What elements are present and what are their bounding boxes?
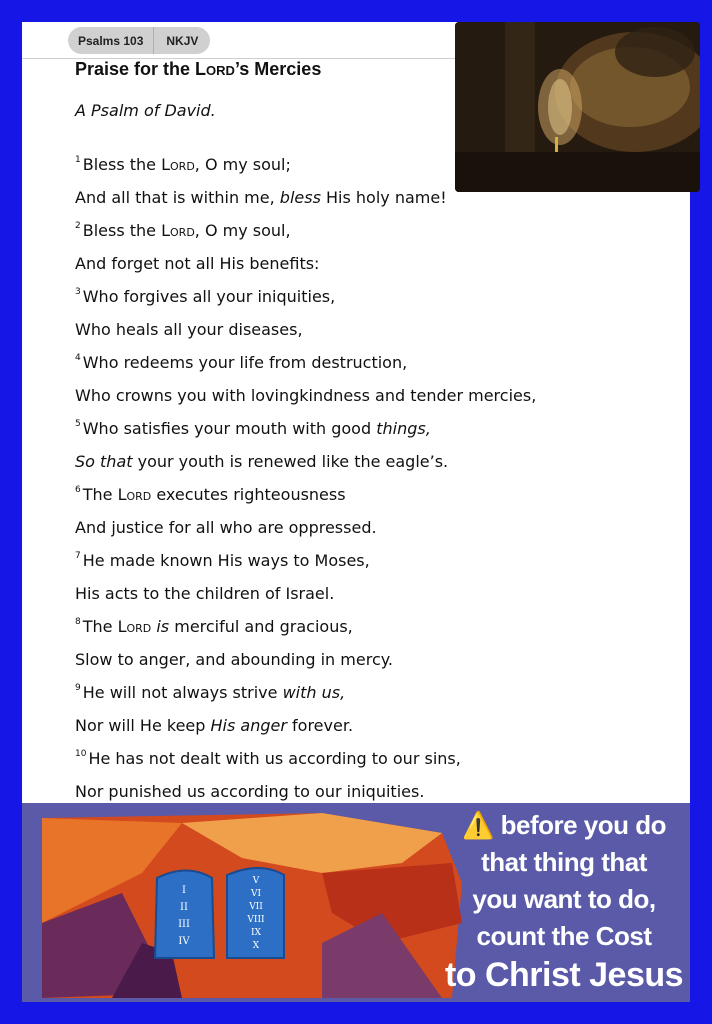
- verse-line: [75, 412, 675, 445]
- verse-text: forever.: [286, 716, 354, 735]
- verse-line: [75, 478, 675, 511]
- tablet-numeral: VIII: [247, 915, 265, 925]
- verse-text: Who satisfies your mouth with good: [82, 419, 377, 438]
- verse-number: 3: [75, 287, 81, 297]
- verse-line: [75, 346, 675, 379]
- verse-list: [75, 148, 675, 808]
- verse-text: Who crowns you with lovingkindness and tender mercies,: [75, 386, 537, 405]
- divine-name: Lord: [161, 221, 195, 240]
- section-heading: [75, 59, 321, 80]
- warning-message: [444, 807, 684, 995]
- verse-text: The: [82, 485, 118, 504]
- verse-text: Nor punished us according to our iniquities.: [75, 782, 425, 801]
- verse-text: And forget not all His benefits:: [75, 254, 320, 273]
- verse-text: His holy name!: [320, 188, 447, 207]
- book-chapter-button[interactable]: Psalms 103: [78, 33, 144, 48]
- verse-number: 4: [75, 353, 81, 363]
- heading-lord: Lord: [195, 59, 235, 79]
- tablet-numeral: II: [180, 902, 188, 913]
- verse-number: 1: [75, 155, 81, 165]
- verse-text: And justice for all who are oppressed.: [75, 518, 377, 537]
- message-line-5: to Christ Jesus: [444, 956, 684, 994]
- verse-text: your youth is renewed like the eagle’s.: [132, 452, 449, 471]
- verse-text: Who heals all your diseases,: [75, 320, 303, 339]
- verse-text: He will not always strive: [82, 683, 283, 702]
- verse-text: merciful and gracious,: [169, 617, 353, 636]
- verse-text: He made known His ways to Moses,: [82, 551, 370, 570]
- italic-text: So that: [75, 452, 133, 471]
- verse-text: executes righteousness: [151, 485, 346, 504]
- oil-bottle-photo: [455, 22, 700, 192]
- tablet-numeral: IV: [178, 936, 190, 947]
- passage-selector: [68, 27, 210, 54]
- verse-line: [75, 445, 675, 478]
- verse-line: [75, 214, 675, 247]
- tablet-numeral: I: [182, 885, 186, 896]
- verse-text: His acts to the children of Israel.: [75, 584, 335, 603]
- verse-line: [75, 280, 675, 313]
- verse-text: , O my soul;: [194, 155, 291, 174]
- verse-line: [75, 247, 675, 280]
- tablet-numeral: V: [252, 876, 260, 886]
- verse-line: [75, 610, 675, 643]
- verse-number: 8: [75, 617, 81, 627]
- verse-number: 5: [75, 419, 81, 429]
- verse-line: [75, 511, 675, 544]
- verse-text: Nor will He keep: [75, 716, 211, 735]
- message-line-3: you want to do,: [472, 884, 656, 914]
- verse-number: 9: [75, 683, 81, 693]
- verse-line: [75, 676, 675, 709]
- verse-number: 2: [75, 221, 81, 231]
- tablet-numeral: IX: [251, 928, 261, 938]
- promo-banner: [22, 803, 690, 1002]
- verse-text: The: [82, 617, 118, 636]
- version-button[interactable]: NKJV: [153, 27, 210, 54]
- verse-line: [75, 709, 675, 742]
- verse-text: Who redeems your life from destruction,: [82, 353, 408, 372]
- verse-line: [75, 379, 675, 412]
- tablet-numeral: VI: [250, 889, 262, 899]
- italic-text: bless: [279, 188, 321, 207]
- verse-text: He has not dealt with us according to our sins,: [88, 749, 461, 768]
- verse-text: Bless the: [82, 221, 162, 240]
- message-line-2: that thing that: [481, 847, 647, 877]
- divine-name: Lord: [117, 617, 152, 636]
- tablet-numeral: X: [252, 941, 260, 951]
- verse-line: [75, 742, 675, 775]
- tablet-numeral: VII: [249, 902, 263, 912]
- italic-text: things,: [376, 419, 431, 438]
- verse-number: 7: [75, 551, 81, 561]
- italic-text: with us,: [282, 683, 346, 702]
- verse-line: [75, 313, 675, 346]
- verse-text: , O my soul,: [194, 221, 291, 240]
- verse-line: [75, 643, 675, 676]
- divine-name: Lord: [117, 485, 152, 504]
- verse-line: [75, 544, 675, 577]
- message-line-4: count the Cost: [476, 921, 652, 951]
- italic-text: His anger: [210, 716, 287, 735]
- heading-part-1: Praise for the: [75, 59, 196, 79]
- heading-part-2: ’s Mercies: [234, 59, 322, 79]
- verse-number: 10: [75, 749, 87, 759]
- message-line-1: ⚠️ before you do: [462, 810, 666, 840]
- verse-number: 6: [75, 485, 81, 495]
- verse-text: Slow to anger, and abounding in mercy.: [75, 650, 394, 669]
- verse-text: Who forgives all your iniquities,: [82, 287, 336, 306]
- italic-text: is: [156, 617, 170, 636]
- verse-line: [75, 577, 675, 610]
- verse-text: And all that is within me,: [75, 188, 280, 207]
- psalm-superscription: A Psalm of David.: [75, 101, 216, 120]
- tablet-numeral: III: [178, 919, 190, 930]
- divine-name: Lord: [161, 155, 195, 174]
- verse-text: Bless the: [82, 155, 162, 174]
